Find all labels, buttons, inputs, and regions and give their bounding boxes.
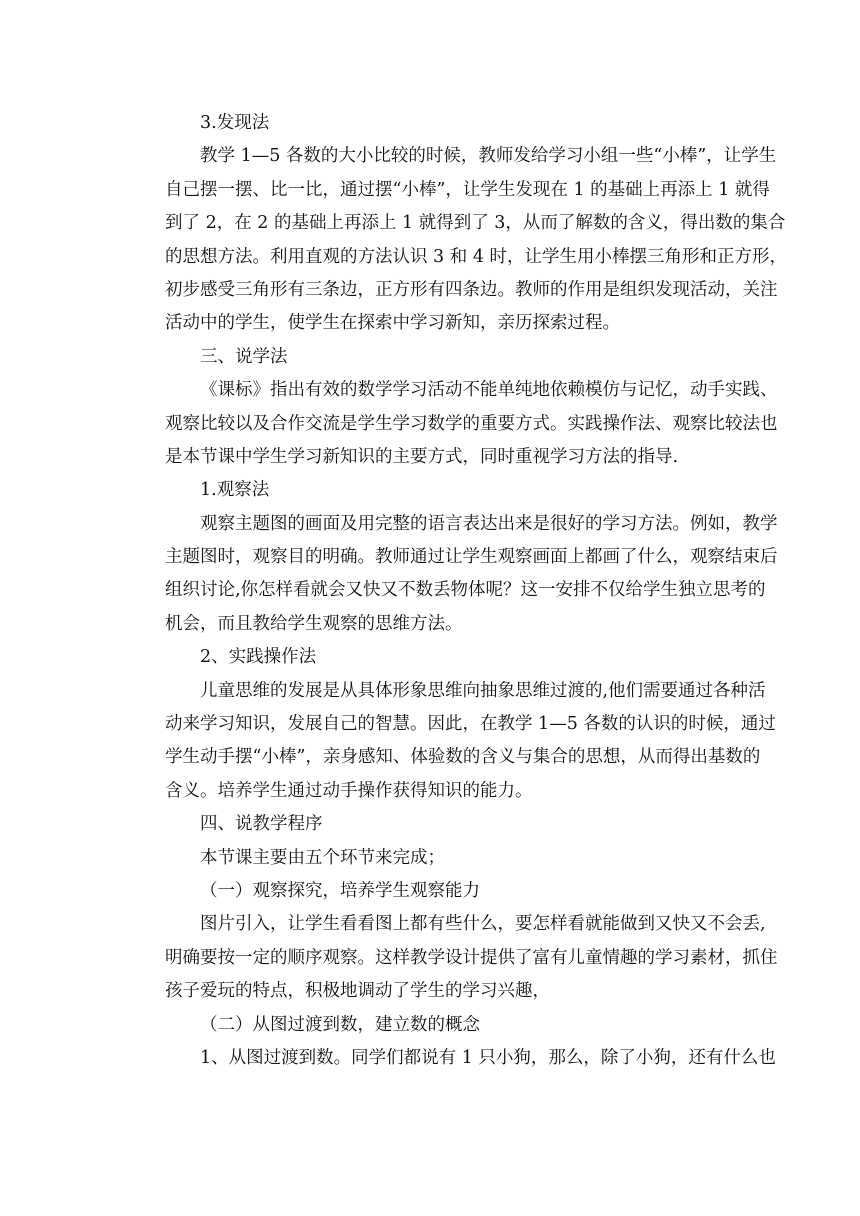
heading-learning-methods <box>130 341 734 374</box>
text-line: 组织讨论,你怎样看就会又快又不数丢物体呢？这一安排不仅给学生独立思考的 <box>165 580 766 601</box>
paragraph-discovery-method <box>130 140 788 340</box>
heading-stage-one <box>130 875 734 908</box>
text-line: 四、说教学程序 <box>200 814 323 835</box>
paragraph-stage-two <box>130 1042 776 1075</box>
text-line: 图片引入，让学生看看图上都有些什么，要怎样看就能做到又快又不会丢, <box>200 914 766 935</box>
paragraph-stage-one <box>130 908 778 1008</box>
text-line: 学生动手摆“小棒”，亲身感知、体验数的含义与集合的思想，从而得出基数的 <box>165 747 761 768</box>
text-line: 三、说学法 <box>200 346 288 367</box>
heading-teaching-procedure <box>130 808 734 841</box>
text-line: 观察比较以及合作交流是学生学习数学的重要方式。实践操作法、观察比较法也 <box>165 413 778 434</box>
paragraph-practice-method <box>130 675 776 809</box>
text-line: 3.发现法 <box>200 113 270 133</box>
text-line: 《课标》指出有效的数学学习活动不能单纯地依赖模仿与记忆，动手实践、 <box>200 380 778 401</box>
text-line: 2、实践操作法 <box>200 647 317 668</box>
text-line: 是本节课中学生学习新知识的主要方式，同时重视学习方法的指导. <box>165 446 679 467</box>
paragraph-learning-methods <box>130 374 778 474</box>
text-line: 本节课主要由五个环节来完成； <box>200 847 445 868</box>
text-line: 儿童思维的发展是从具体形象思维向抽象思维过渡的,他们需要通过各种活 <box>200 680 766 701</box>
text-line: 动来学习知识，发展自己的智慧。因此，在教学 1—5 各数的认识的时候，通过 <box>165 714 776 735</box>
paragraph-observation-method <box>130 508 778 642</box>
text-line: （一）观察探究，培养学生观察能力 <box>200 880 480 901</box>
text-line: 主题图时，观察目的明确。教师通过让学生观察画面上都画了什么，观察结束后 <box>165 547 778 568</box>
text-line: 初步感受三角形有三条边，正方形有四条边。教师的作用是组织发现活动，关注 <box>165 279 778 300</box>
heading-observation-method <box>130 474 734 507</box>
text-line: 含义。培养学生通过动手操作获得知识的能力。 <box>165 780 533 801</box>
text-line: 明确要按一定的顺序观察。这样教学设计提供了富有儿童情趣的学习素材，抓住 <box>165 947 778 968</box>
text-line: 1、从图过渡到数。同学们都说有 1 只小狗，那么，除了小狗，还有什么也 <box>200 1047 776 1068</box>
text-line: 的思想方法。利用直观的方法认识 3 和 4 时，让学生用小棒摆三角形和正方形， <box>165 246 788 267</box>
text-line: 孩子爱玩的特点，积极地调动了学生的学习兴趣， <box>165 981 550 1002</box>
paragraph-five-stages <box>130 842 734 875</box>
heading-discovery-method <box>130 107 734 140</box>
text-line: 到了 2，在 2 的基础上再添上 1 就得到了 3，从而了解数的含义，得出数的集合 <box>165 213 786 234</box>
text-line: 观察主题图的画面及用完整的语言表达出来是很好的学习方法。例如，教学 <box>200 513 778 534</box>
text-line: 活动中的学生，使学生在探索中学习新知，亲历探索过程。 <box>165 313 620 334</box>
text-line: （二）从图过渡到数，建立数的概念 <box>200 1014 480 1035</box>
text-line: 机会，而且教给学生观察的思维方法。 <box>165 613 463 634</box>
heading-practice-method <box>130 641 734 674</box>
heading-stage-two <box>130 1009 734 1042</box>
text-line: 1.观察法 <box>200 480 270 501</box>
text-line: 教学 1—5 各数的大小比较的时候，教师发给学习小组一些“小棒”，让学生 <box>200 146 777 167</box>
document-body <box>130 107 788 1075</box>
text-line: 自己摆一摆、比一比，通过摆“小棒”，让学生发现在 1 的基础上再添上 1 就得 <box>165 179 770 200</box>
